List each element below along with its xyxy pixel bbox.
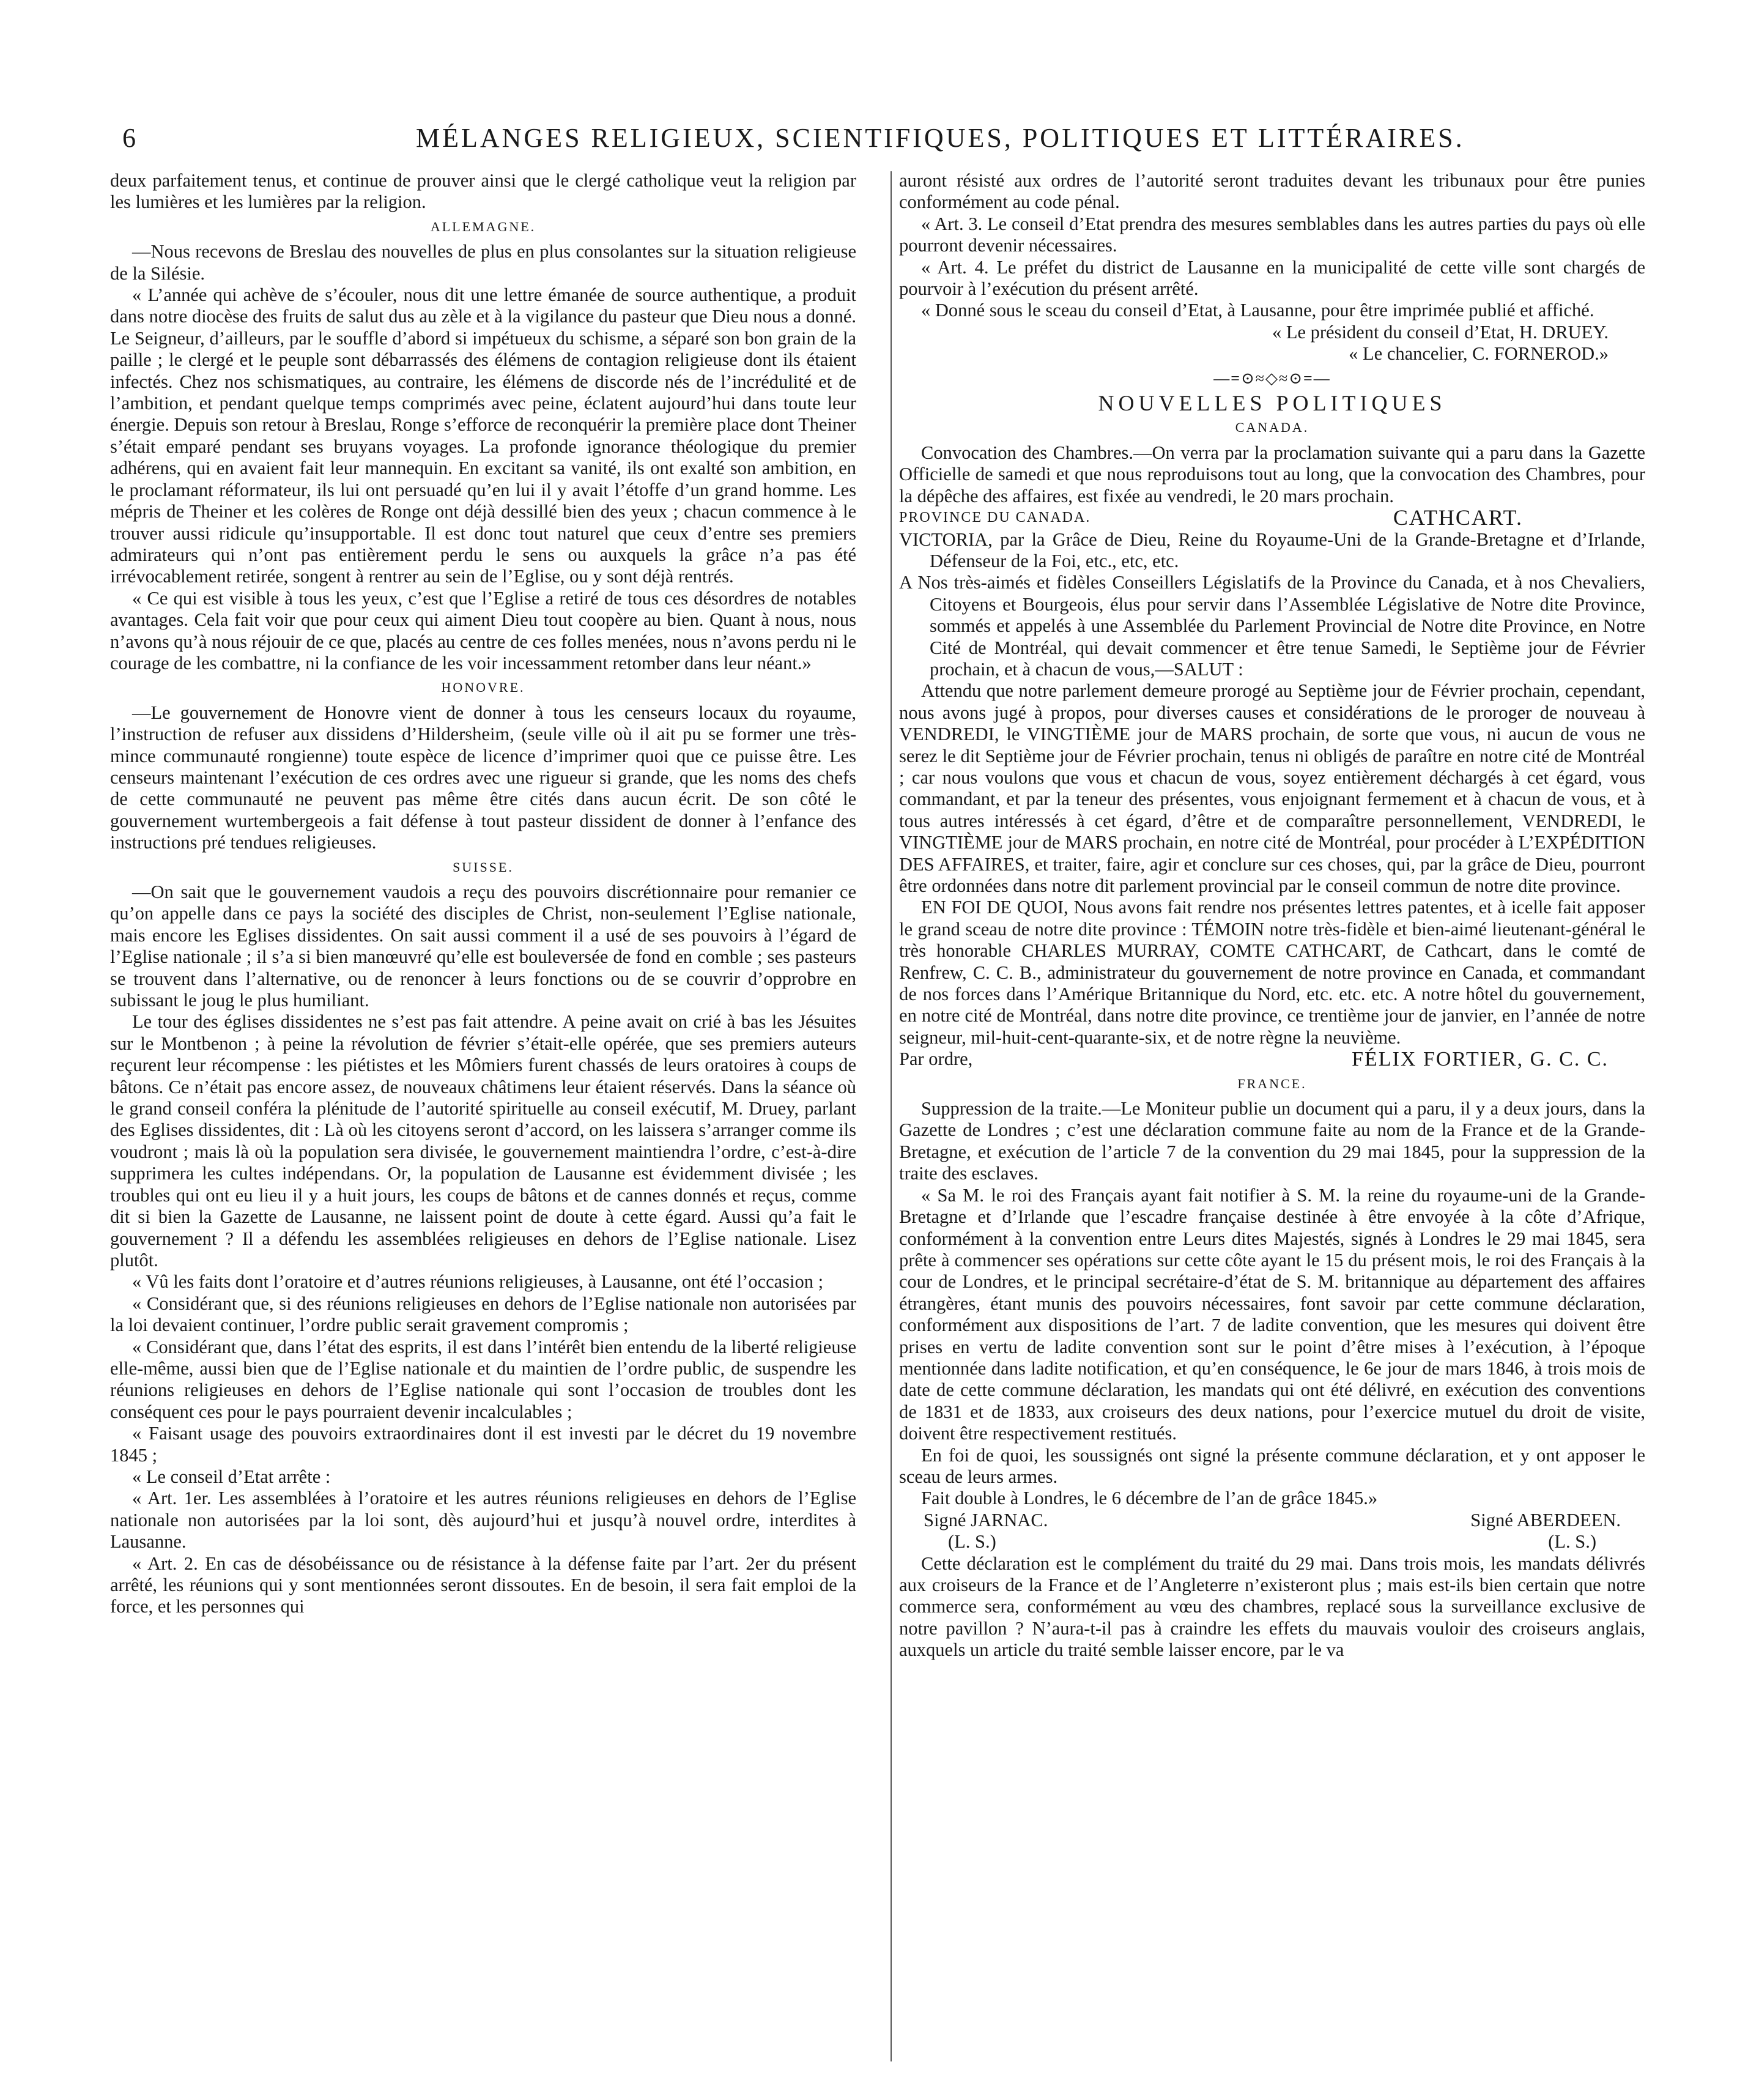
section-title: NOUVELLES POLITIQUES [1098, 391, 1446, 416]
paragraph: Suppression de la traite.—Le Moniteur publie un document qui a paru, il y a deux jours, dans la Gazette de Londres ; c’est une déclaration commune faite au nom de la France et de la Grande-Bretagne, et exécution de l’article 7 de la convention du 29 mai 1845, pour la suppression de la traite des esclaves. [899, 1098, 1645, 1184]
paragraph: En foi de quoi, les soussignés ont signé la présente commune déclaration, et y ont apposer le sceau de leurs armes. [899, 1444, 1645, 1487]
signature-chancelier: « Le chancelier, C. FORNEROD.» [1349, 343, 1609, 365]
paragraph: Cette déclaration est le complément du traité du 29 mai. Dans trois mois, les mandats délivrés aux croiseurs de la France et de l’Angleterre n’existeront plus ; mais est-ils bien certain que notre commerce sera, conformément au vœu des chambres, replacé sous la surveillance exclusive de notre pavillon ? N’aura-t-il pas à craindre les effets du mauvais vouloir des croiseurs anglais, auxquels un article du traité semble laisser encore, par le va [899, 1553, 1645, 1661]
paragraph: Fait double à Londres, le 6 décembre de l’an de grâce 1845.» [921, 1488, 1378, 1509]
seals-row [899, 1531, 1645, 1553]
par-ordre: Par ordre, [899, 1048, 973, 1070]
right-column [899, 170, 1645, 1661]
paragraph: « Ce qui est visible à tous les yeux, c’est que l’Eglise a retiré de tous ces désordres de notables avantages. Cela fait voir que pour ceux qui aiment Dieu tout coopère au bien. Quant à nous, nous n’avons qu’à nous réjouir de ce que, placés au centre de ces folles menées, nous n’avons perdu ni le courage de les combattre, ni la confiance de les voir incessamment retomber dans leur néant.» [110, 587, 856, 673]
province-label: PROVINCE DU CANADA. [899, 510, 1091, 526]
column-divider [891, 171, 892, 2061]
paragraph: —Le gouvernement de Honovre vient de donner à tous les censeurs locaux du royaume, l’instruction de refuser aux dissidens d’Hildersheim, (seule ville où il ait pu se former une très-mince communauté rongienne) toute espèce de licence d’imprimer quoi que ce puisse être. Les censeurs maintenant l’exécution de ces ordres avec une rigueur si grande, que les noms des chefs de cette communauté ne peuvent pas même être cités dans aucun écrit. De son côté le gouvernement wurtembergeois a fait défense à tout pasteur dissident de donner à l’enfance des instructions pré tendues religieuses. [110, 702, 856, 853]
paragraph: deux parfaitement tenus, et continue de prouver ainsi que le clergé catholique veut la religion par les lumières et les lumières par la religion. [110, 170, 856, 213]
paragraph: « Vû les faits dont l’oratoire et d’autres réunions religieuses, à Lausanne, ont été l’occasion ; [132, 1271, 824, 1293]
paragraph: Attendu que notre parlement demeure prorogé au Septième jour de Février prochain, cependant, nous avons jugé à propos, pour diverses causes et considérations de le proroger de nouveau à VENDREDI, le VINGTIÈME jour de MARS prochain, de sorte que vous, ni aucun de vous ne serez le dit Septième jour de Février prochain, tenus ni obligés de paraître en notre cité de Montréal ; car nous voulons que vous et chacun de vous, soyez entièrement déchargés à cet égard, vous commandant, et par la teneur des présentes, vous enjoignant fermement et à chacun de vous, et à tous autres intéressés à cet égard, d’être et de comparaître personnellement, VENDREDI, le VINGTIÈME jour de MARS prochain, en notre cité de Montréal, pour procéder à L’EXPÉDITION DES AFFAIRES, et traiter, faire, agir et conclure sur ces choses, qui, par la grâce de Dieu, pourront être ordonnées dans notre dit parlement provincial par le conseil commun de notre dite province. [899, 680, 1645, 896]
paragraph: « Art. 1er. Les assemblées à l’oratoire et les autres réunions religieuses en dehors de l’Eglise nationale non autorisées par la loi sont, dès aujourd’hui et jusqu’à nouvel ordre, interdites à Lausanne. [110, 1488, 856, 1553]
page-number: 6 [122, 123, 136, 153]
page-header [122, 122, 1664, 159]
paragraph: Convocation des Chambres.—On verra par la proclamation suivante qui a paru dans la Gazette Officielle de samedi et que nous reproduisons tout au long, que la convocation des Chambres, pour la dépêche des affaires, est fixée au vendredi, le 20 mars prochain. [899, 442, 1645, 506]
paragraph: Le tour des églises dissidentes ne s’est pas fait attendre. A peine avait on crié à bas les Jésuites sur le Montbenon ; à peine la révolution de février s’était-elle opérée, que ses premiers auteurs reçurent leur récompense : les piétistes et les Mômiers furent chassés de leurs oratoires à coups de bâtons. Ce n’était pas encore assez, de nouveaux châtimens leur étaient réservés. Dans la séance où le grand conseil conféra la plénitude de l’autorité spirituelle au conseil exécutif, M. Druey, parlant des Eglises dissidentes, dit : Là où les citoyens seront d’accord, on les laissera s’arranger comme ils voudront ; mais là où la population sera divisée, le gouvernement maintiendra l’ordre, c’est-à-dire supprimera les cultes indépendans. Or, la population de Lausanne est évidemment divisée ; les troubles qui ont eu lieu il y a huit jours, les coups de bâtons et de cannes donnés et reçus, comme dit si bien la Gazette de Lausanne, ne laissent point de doute à cette égard. Aussi qu’a fait le gouvernement ? Il a défendu les assemblées religieuses en dehors de l’Eglise nationale. Lisez plutôt. [110, 1011, 856, 1271]
paragraph: « Considérant que, dans l’état des esprits, il est dans l’intérêt bien entendu de la liberté religieuse elle-même, aussi bien que de l’Eglise nationale et du maintien de l’ordre public, de suspendre les réunions religieuses en dehors de l’Eglise nationale qui sont l’occasion de troubles dont les conséquent ces pour le pays pourraient devenir incalculables ; [110, 1336, 856, 1422]
ornament-divider: —=⊙≈◇≈⊙=— [1213, 369, 1331, 387]
paragraph: « Sa M. le roi des Français ayant fait notifier à S. M. la reine du royaume-uni de la Grande-Bretagne et d’Irlande que l’escadre française destinée à être envoyée à la côte d’Afrique, conformément à la convention entre Leurs dites Majestés, signés à Londres le 29 mai 1845, sera prête à commencer ses opérations sur cette côte ayant le 15 du présent mois, le roi des Français à la cour de Londres, et le principal secrétaire-d’état de S. M. britannique au département des affaires étrangères, étant munis des pouvoirs nécessaires, font savoir par cette commune déclaration, conformément aux dispositions de l’art. 7 de ladite convention, que les mesures qui doivent être prises en vertu de ladite convention sont sur le point d’être mises à l’exécution, à l’époque mentionnée dans ladite notification, et qu’en conséquence, le 6e jour de mars 1846, à trois mois de date de cette commune déclaration, les mandats qui ont été délivré, en exécution des conventions de 1831 et de 1833, aux croiseurs des deux nations, pour l’exercice mutuel du droit de visite, doivent être respectivement restitués. [899, 1184, 1645, 1444]
section-heading-honovre: HONOVRE. [441, 680, 525, 696]
paragraph: « Art. 4. Le préfet du district de Lausanne en la municipalité de cette ville sont chargés de pourvoir à l’exécution du présent arrêté. [899, 256, 1645, 300]
signature-jarnac: Signé JARNAC. [924, 1509, 1048, 1530]
governor-name: CATHCART. [1393, 505, 1523, 530]
paragraph: EN FOI DE QUOI, Nous avons fait rendre nos présentes lettres patentes, et à icelle fait apposer le grand sceau de notre dite province : TÉMOIN notre très-fidèle et bien-aimé lieutenant-général le très honorable CHARLES MURRAY, COMTE CATHCART, de Cathcart, dans le comté de Renfrew, C. C. B., administrateur du gouvernement de notre province en Canada, et commandant de nos forces dans l’Amérique Britannique du Nord, etc. etc. etc. A notre hôtel du gouvernement, en notre cité de Montréal, dans notre dite province, ce trentième jour de janvier, en l’année de notre seigneur, mil-huit-cent-quarante-six, et de notre règne la neuvième. [899, 897, 1645, 1048]
paragraph: « Le conseil d’Etat arrête : [132, 1466, 331, 1487]
left-column [110, 170, 856, 1618]
section-heading-canada: CANADA. [1235, 420, 1309, 436]
order-signature-row [899, 1048, 1645, 1070]
paragraph: —Nous recevons de Breslau des nouvelles de plus en plus consolantes sur la situation religieuse de la Silésie. [110, 241, 856, 284]
seal-left: (L. S.) [948, 1531, 996, 1553]
signer-name: FÉLIX FORTIER, G. C. C. [1352, 1048, 1609, 1071]
signature-president: « Le président du conseil d’Etat, H. DRUEY. [1272, 321, 1609, 343]
section-heading-suisse: SUISSE. [453, 859, 514, 875]
paragraph: VICTORIA, par la Grâce de Dieu, Reine du Royaume-Uni de la Grande-Bretagne et d’Irlande, Défenseur de la Foi, etc., etc, etc. [899, 529, 1645, 571]
paragraph: « Art. 2. En cas de désobéissance ou de résistance à la défense faite par l’art. 2er du présent arrêté, les réunions qui y sont mentionnées seront dissoutes. En de besoin, il sera fait emploi de la force, et les personnes qui [110, 1553, 856, 1617]
signature-aberdeen: Signé ABERDEEN. [1470, 1509, 1621, 1530]
seal-right: (L. S.) [1548, 1531, 1596, 1553]
signatures-row [899, 1510, 1645, 1531]
paragraph: « Faisant usage des pouvoirs extraordinaires dont il est investi par le décret du 19 novembre 1845 ; [110, 1423, 856, 1466]
paragraph: « Considérant que, si des réunions religieuses en dehors de l’Eglise nationale non autorisées par la loi devaient continuer, l’ordre public serait gravement compromis ; [110, 1293, 856, 1336]
proclamation-header [899, 507, 1645, 529]
running-title: MÉLANGES RELIGIEUX, SCIENTIFIQUES, POLITIQUES ET LITTÉRAIRES. [416, 123, 1465, 153]
paragraph: —On sait que le gouvernement vaudois a reçu des pouvoirs discrétionnaire pour remanier ce qu’on appelle dans ce pays la société des disciples de Christ, non-seulement l’Eglise nationale, mais encore les Eglises dissidentes. On sait aussi comment il a usé de ses pouvoirs à l’égard de l’Eglise nationale ; il s’a si bien manœuvré qu’elle est bouleversée de fond en comble ; ses pasteurs se trouvent dans l’alternative, ou de renoncer à leurs fonctions ou de se couvrir d’opprobre en subissant le joug le plus humiliant. [110, 881, 856, 1011]
paragraph: « Donné sous le sceau du conseil d’Etat, à Lausanne, pour être imprimée publié et affiché. [921, 300, 1594, 321]
paragraph: A Nos très-aimés et fidèles Conseillers Législatifs de la Province du Canada, et à nos Chevaliers, Citoyens et Bourgeois, élus pour servir dans l’Assemblée Législative de Notre dite Province, sommés et appelés à une Assemblée du Parlement Provincial de Notre dite Province, en Notre Cité de Montréal, qui devait commencer et être tenue Samedi, le Septième jour de Février prochain, et à chacun de vous,—SALUT : [899, 572, 1645, 680]
paragraph: auront résisté aux ordres de l’autorité seront traduites devant les tribunaux pour être punies conformément au code pénal. [899, 170, 1645, 213]
paragraph: « Art. 3. Le conseil d’Etat prendra des mesures semblables dans les autres parties du pays où elle pourront devenir nécessaires. [899, 213, 1645, 256]
paragraph: « L’année qui achève de s’écouler, nous dit une lettre émanée de source authentique, a produit dans notre diocèse des fruits de salut dus au zèle et à la vigilance du pasteur que Dieu nous a donné. Le Seigneur, d’ailleurs, par le souffle d’abord si impétueux du schisme, a séparé son bon grain de la paille ; le clergé et le peuple sont débarrassés des élémens de contagion religieuse dont ils étaient infectés. Chez nos schismatiques, au contraire, les élémens de discorde nés de l’incrédulité et de l’ambition, et pendant quelque temps comprimés avec peine, éclatent aujourd’hui dans toute leur énergie. Depuis son retour à Breslau, Ronge s’efforce de reconquérir la première place dont Theiner s’était emparé pendant ses bruyans voyages. La profonde ignorance théologique du premier adhérens, qui en avaient fait leur mannequin. En excitant sa vanité, ils ont exalté son ambition, en le proclamant réformateur, ils lui ont persuadé qu’en lui il y avait l’étoffe d’un grand homme. Les mépris de Theiner et les colères de Ronge ont déjà dessillé bien des yeux ; chacun commence à le trouver aussi ridicule qu’insupportable. Il est donc tout naturel que ceux d’entre ses premiers admirateurs qui n’ont pas entièrement perdu le sens ou auxquels la grâce n’a pas été irrévocablement retirée, songent à rentrer au sein de l’Eglise, ou y sont déjà rentrés. [110, 284, 856, 587]
section-heading-france: FRANCE. [1237, 1075, 1307, 1091]
section-heading-allemagne: ALLEMAGNE. [430, 218, 536, 234]
